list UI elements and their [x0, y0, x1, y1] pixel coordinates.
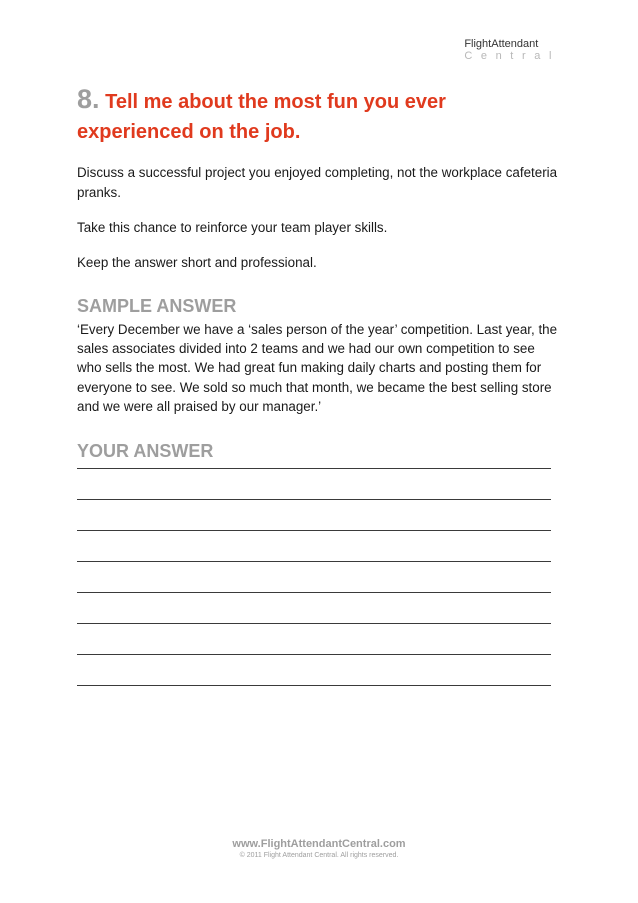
answer-line [77, 530, 551, 531]
answer-line [77, 561, 551, 562]
logo-text-top: FlightAttendant [464, 38, 539, 50]
footer-copyright: © 2011 Flight Attendant Central. All rights reserved. [239, 852, 399, 859]
answer-lines [77, 468, 561, 686]
your-answer-heading: YOUR ANSWER [77, 441, 214, 462]
brand-logo [464, 38, 560, 62]
answer-line [77, 685, 551, 686]
tip-paragraph-2: Take this chance to reinforce your team player skills. [77, 220, 388, 235]
sample-answer-heading: SAMPLE ANSWER [77, 296, 237, 316]
tip-paragraph-1: Discuss a successful project you enjoyed completing, not the workplace cafeteria pranks. [77, 165, 558, 200]
logo-text-bottom: Central [464, 50, 560, 62]
page-content [77, 84, 561, 716]
footer-url[interactable]: www.FlightAttendantCentral.com [232, 838, 406, 850]
answer-line [77, 592, 551, 593]
question-text: Tell me about the most fun you ever experienced on the job. [77, 91, 446, 143]
answer-line [77, 499, 551, 500]
question-number: 8. [77, 84, 100, 114]
sample-answer-text: ‘Every December we have a ‘sales person of the year’ competition. Last year, the sales associates divided into 2 teams and we had our own competition to see who sells the most. We had great fun making daily charts and posting them for everyone to see. We sold so much that month, we became the best selling store and we were all praised by our manager.’ [77, 322, 558, 414]
answer-line [77, 623, 551, 624]
page-footer [0, 837, 638, 861]
answer-line [77, 468, 551, 469]
tip-paragraph-3: Keep the answer short and professional. [77, 255, 317, 270]
answer-line [77, 654, 551, 655]
question-title [77, 84, 561, 147]
